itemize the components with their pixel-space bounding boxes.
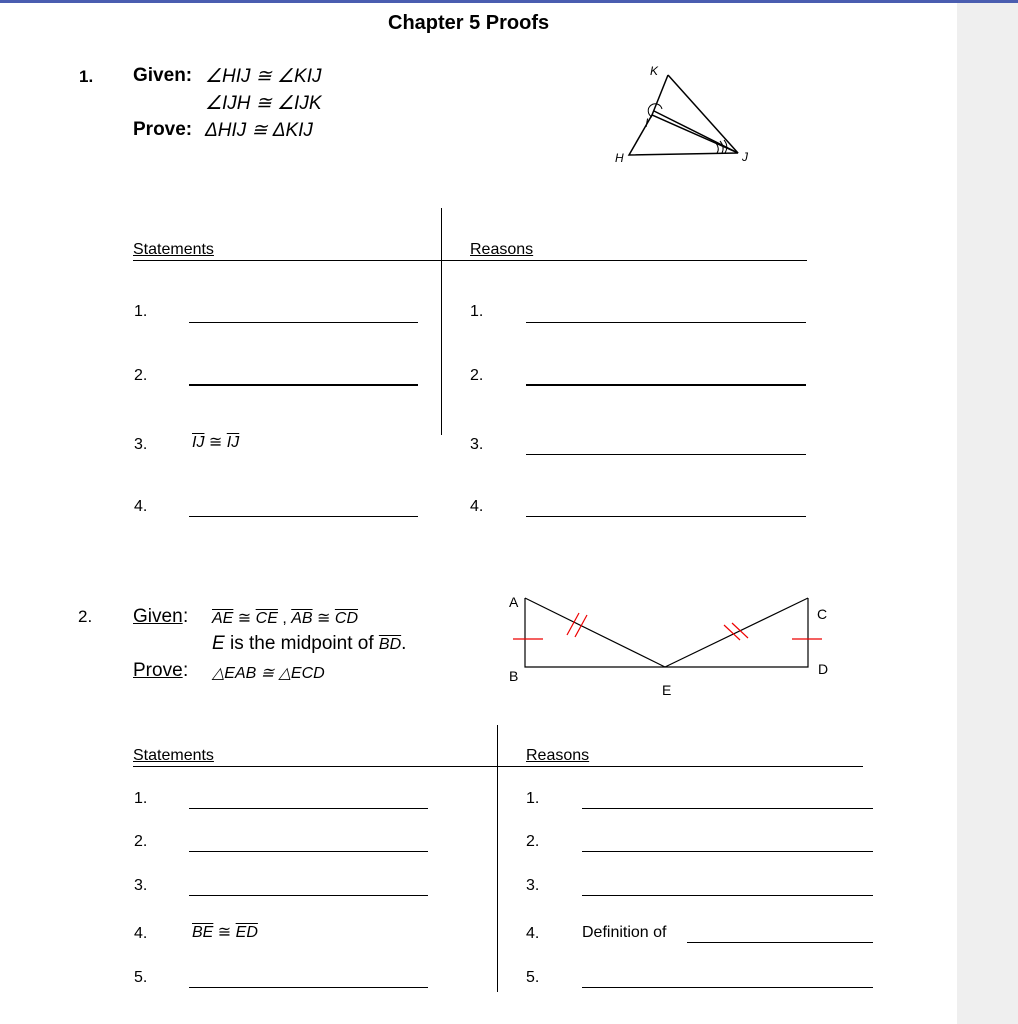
t2-reason-num-1: 1. (526, 790, 540, 807)
label-d: D (818, 661, 829, 677)
t2-reason-blank-4[interactable] (687, 942, 873, 943)
t1-stmt-blank-1[interactable] (189, 322, 418, 323)
t1-reason-blank-3[interactable] (526, 454, 806, 455)
problem-1-given-2: ∠IJH ≅ ∠IJK (205, 93, 322, 114)
problem-2-given-2: E is the midpoint of $\overline{BD}$. (212, 633, 407, 654)
t1-reason-num-2: 2. (470, 367, 484, 384)
t2-reason-4-text: Definition of (582, 924, 667, 941)
problem-1-prove-label: Prove: (133, 119, 193, 140)
problem-2-given-1: $\overline{AE}$ ≅ $\overline{CE}$ , $\overline{AB}$ ≅ $\overline{CD}$ (212, 610, 358, 627)
t1-reason-num-4: 4. (470, 498, 484, 515)
table-2-header-line (133, 766, 863, 767)
label-i: I (645, 116, 649, 130)
t2-stmt-4: $\overline{BE}$ ≅ $\overline{ED}$ (192, 924, 258, 941)
t1-stmt-blank-2[interactable] (189, 384, 418, 386)
t2-reason-blank-3[interactable] (582, 895, 873, 896)
t2-reason-blank-2[interactable] (582, 851, 873, 852)
t1-reason-blank-4[interactable] (526, 516, 806, 517)
problem-1-number: 1. (79, 67, 94, 86)
triangle-hij-figure (605, 58, 765, 178)
t2-stmt-blank-1[interactable] (189, 808, 428, 809)
t2-reason-blank-5[interactable] (582, 987, 873, 988)
t1-stmt-num-3: 3. (134, 436, 148, 453)
t1-reason-num-3: 3. (470, 436, 484, 453)
t2-stmt-num-4: 4. (134, 925, 148, 942)
t1-reason-num-1: 1. (470, 303, 484, 320)
problem-2-given-label: Given (133, 606, 183, 627)
right-sidebar-panel (957, 3, 1018, 1024)
label-a: A (509, 594, 519, 610)
t1-stmt-3: $\overline{IJ}$ ≅ $\overline{IJ}$ (192, 434, 240, 451)
t2-stmt-blank-5[interactable] (189, 987, 428, 988)
t2-stmt-num-5: 5. (134, 969, 148, 986)
t2-stmt-blank-2[interactable] (189, 851, 428, 852)
t2-reason-num-3: 3. (526, 877, 540, 894)
t1-stmt-blank-4[interactable] (189, 516, 418, 517)
t2-stmt-num-2: 2. (134, 833, 148, 850)
problem-2-number: 2. (78, 607, 93, 626)
label-k: K (650, 64, 659, 78)
table-1-statements-header: Statements (133, 241, 214, 258)
t1-stmt-num-1: 1. (134, 303, 148, 320)
label-h: H (615, 151, 624, 165)
t1-stmt-num-2: 2. (134, 367, 148, 384)
t2-stmt-num-3: 3. (134, 877, 148, 894)
problem-1-prove-statement: ΔHIJ ≅ ΔKIJ (205, 120, 313, 141)
t2-stmt-num-1: 1. (134, 790, 148, 807)
t2-reason-num-5: 5. (526, 969, 540, 986)
problem-1-given-label: Given: (133, 65, 193, 86)
t2-reason-num-2: 2. (526, 833, 540, 850)
table-1-divider (441, 208, 442, 435)
label-b: B (509, 668, 519, 684)
figure-eab-ecd (500, 585, 840, 703)
label-j: J (742, 150, 748, 164)
t1-reason-blank-2[interactable] (526, 384, 806, 386)
table-2-statements-header: Statements (133, 747, 214, 764)
t2-reason-num-4: 4. (526, 925, 540, 942)
t1-stmt-num-4: 4. (134, 498, 148, 515)
label-e: E (662, 682, 672, 698)
t1-reason-blank-1[interactable] (526, 322, 806, 323)
table-1-header-line (133, 260, 807, 261)
problem-2-prove-label: Prove (133, 660, 183, 681)
document-page: Chapter 5 Proofs 1. Given: ∠HIJ ≅ ∠KIJ ∠IJH ≅ ∠IJK Prove: ΔHIJ ≅ ΔKIJ K I H J Statements Reasons 1. 1. 2. 2. 3. $\overline{IJ}$ ≅ $\overline{IJ}$ 3. 4. 4. 2. Given : $\overline{AE}$ ≅ $\overline{CE}$ , $\overline{AB}$ ≅ $\overline{CD}$ E is the midpoint of $\overline{BD}$. Prove : △EAB ≅ △ECD A B E C D Statements Reasons 1. 1. 2. 2. 3. 3. 4. $\overline{BE}$ ≅ $\overline{ED}$ 4. Definition of 5. 5. (0, 3, 957, 1024)
t2-reason-blank-1[interactable] (582, 808, 873, 809)
label-c: C (817, 606, 828, 622)
problem-2-prove-statement: △EAB ≅ △ECD (212, 665, 325, 682)
t2-stmt-blank-3[interactable] (189, 895, 428, 896)
table-1-reasons-header: Reasons (470, 241, 534, 258)
table-2-reasons-header: Reasons (526, 747, 590, 764)
page-title: Chapter 5 Proofs (388, 12, 550, 34)
problem-1-given-1: ∠HIJ ≅ ∠KIJ (205, 66, 322, 87)
